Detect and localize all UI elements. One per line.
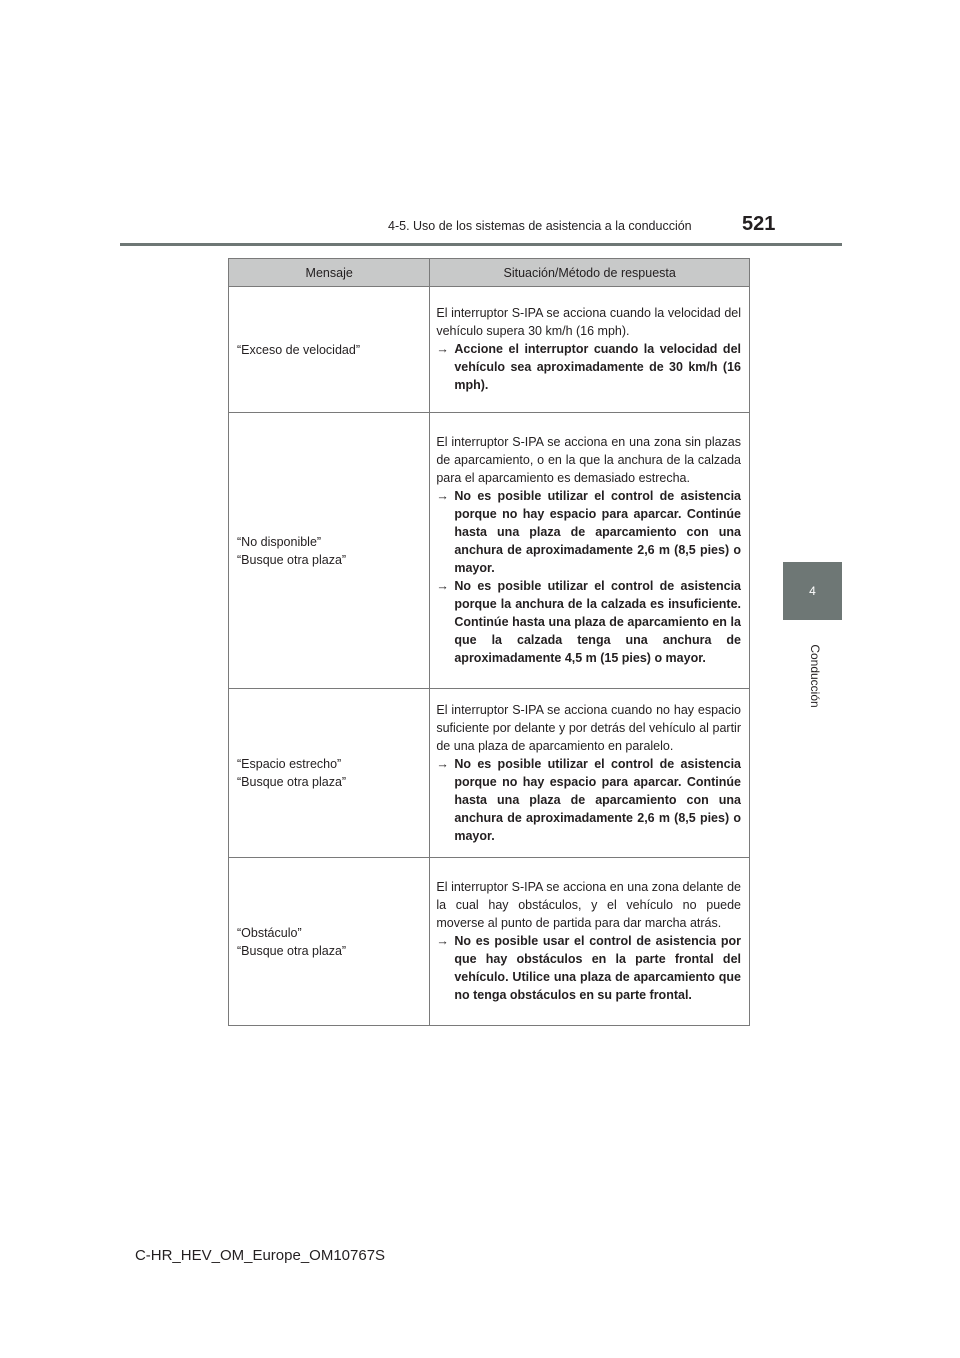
message-cell [229, 858, 430, 1026]
situation-text: El interruptor S-IPA se acciona cuando la velocidad del vehículo supera 30 km/h (16 mph). [436, 306, 741, 338]
message-cell [229, 287, 430, 413]
column-header-situation: Situación/Método de respuesta [430, 259, 750, 287]
arrow-right-icon: → [436, 342, 449, 356]
action-text: No es posible utilizar el control de asistencia porque no hay espacio para aparcar. Continúe hasta una plaza de aparcamiento con una anchura de aproximadamente 2,6 m (8,5 pies) o mayor. [454, 489, 741, 575]
situation-text: El interruptor S-IPA se acciona en una zona sin plazas de aparcamiento, o en la que la anchura de la calzada para el aparcamiento es demasiado estrecha. [436, 435, 741, 485]
situation-cell [430, 858, 750, 1026]
chapter-label: Conducción [808, 644, 822, 708]
action-text: No es posible utilizar el control de asistencia porque no hay espacio para aparcar. Continúe hasta una plaza de aparcamiento con una anchura de aproximadamente 2,6 m (8,5 pies) o mayor. [454, 756, 741, 843]
action-text: No es posible usar el control de asistencia por que hay obstáculos en la parte frontal del vehículo. Utilice una plaza de aparcamiento que no tenga obstáculos en su parte frontal. [454, 934, 741, 1002]
response-action [436, 577, 741, 667]
action-text: Accione el interruptor cuando la velocidad del vehículo sea aproximadamente de 30 km/h (16 mph). [454, 342, 741, 392]
situation-cell [430, 689, 750, 858]
message-text: “Espacio estrecho” [237, 757, 342, 771]
message-cell [229, 689, 430, 858]
arrow-right-icon: → [436, 489, 449, 503]
table-row [229, 413, 750, 689]
situation-text: El interruptor S-IPA se acciona cuando no hay espacio suficiente por delante y por detrás del vehículo al partir de una plaza de aparcamiento en paralelo. [436, 702, 741, 753]
situation-cell [430, 287, 750, 413]
message-text: “No disponible” [237, 534, 322, 549]
table-row [229, 858, 750, 1026]
response-action [436, 755, 741, 845]
action-text: No es posible utilizar el control de asistencia porque la anchura de la calzada es insuficiente. Continúe hasta una plaza de aparcamiento en la que la calzada tenga una anchura de aproximadamente 4,5 m (15 pies) o mayor. [454, 579, 741, 665]
message-text: “Busque otra plaza” [237, 775, 347, 789]
response-action [436, 487, 741, 577]
arrow-right-icon: → [436, 934, 449, 948]
message-text: “Exceso de velocidad” [237, 342, 360, 357]
section-title: 4-5. Uso de los sistemas de asistencia a la conducción [388, 219, 692, 233]
column-header-message: Mensaje [229, 259, 430, 287]
message-text: “Busque otra plaza” [237, 552, 347, 567]
situation-cell [430, 413, 750, 689]
message-cell [229, 413, 430, 689]
situation-text: El interruptor S-IPA se acciona en una zona delante de la cual hay obstáculos, y el vehículo no puede moverse al punto de partida para dar marcha atrás. [436, 880, 741, 930]
table-header-row [229, 259, 750, 287]
response-action [436, 932, 741, 1004]
response-action [436, 340, 741, 394]
page-number: 521 [742, 213, 776, 235]
document-id: C-HR_HEV_OM_Europe_OM10767S [134, 1247, 386, 1264]
table-row [229, 689, 750, 858]
message-text: “Busque otra plaza” [237, 943, 347, 958]
message-table [228, 258, 750, 1026]
chapter-number: 4 [809, 584, 816, 598]
header-divider [120, 243, 842, 246]
arrow-right-icon: → [436, 756, 449, 771]
chapter-tab [783, 562, 842, 620]
message-text: “Obstáculo” [237, 925, 302, 940]
arrow-right-icon: → [436, 579, 449, 593]
table-row [229, 287, 750, 413]
